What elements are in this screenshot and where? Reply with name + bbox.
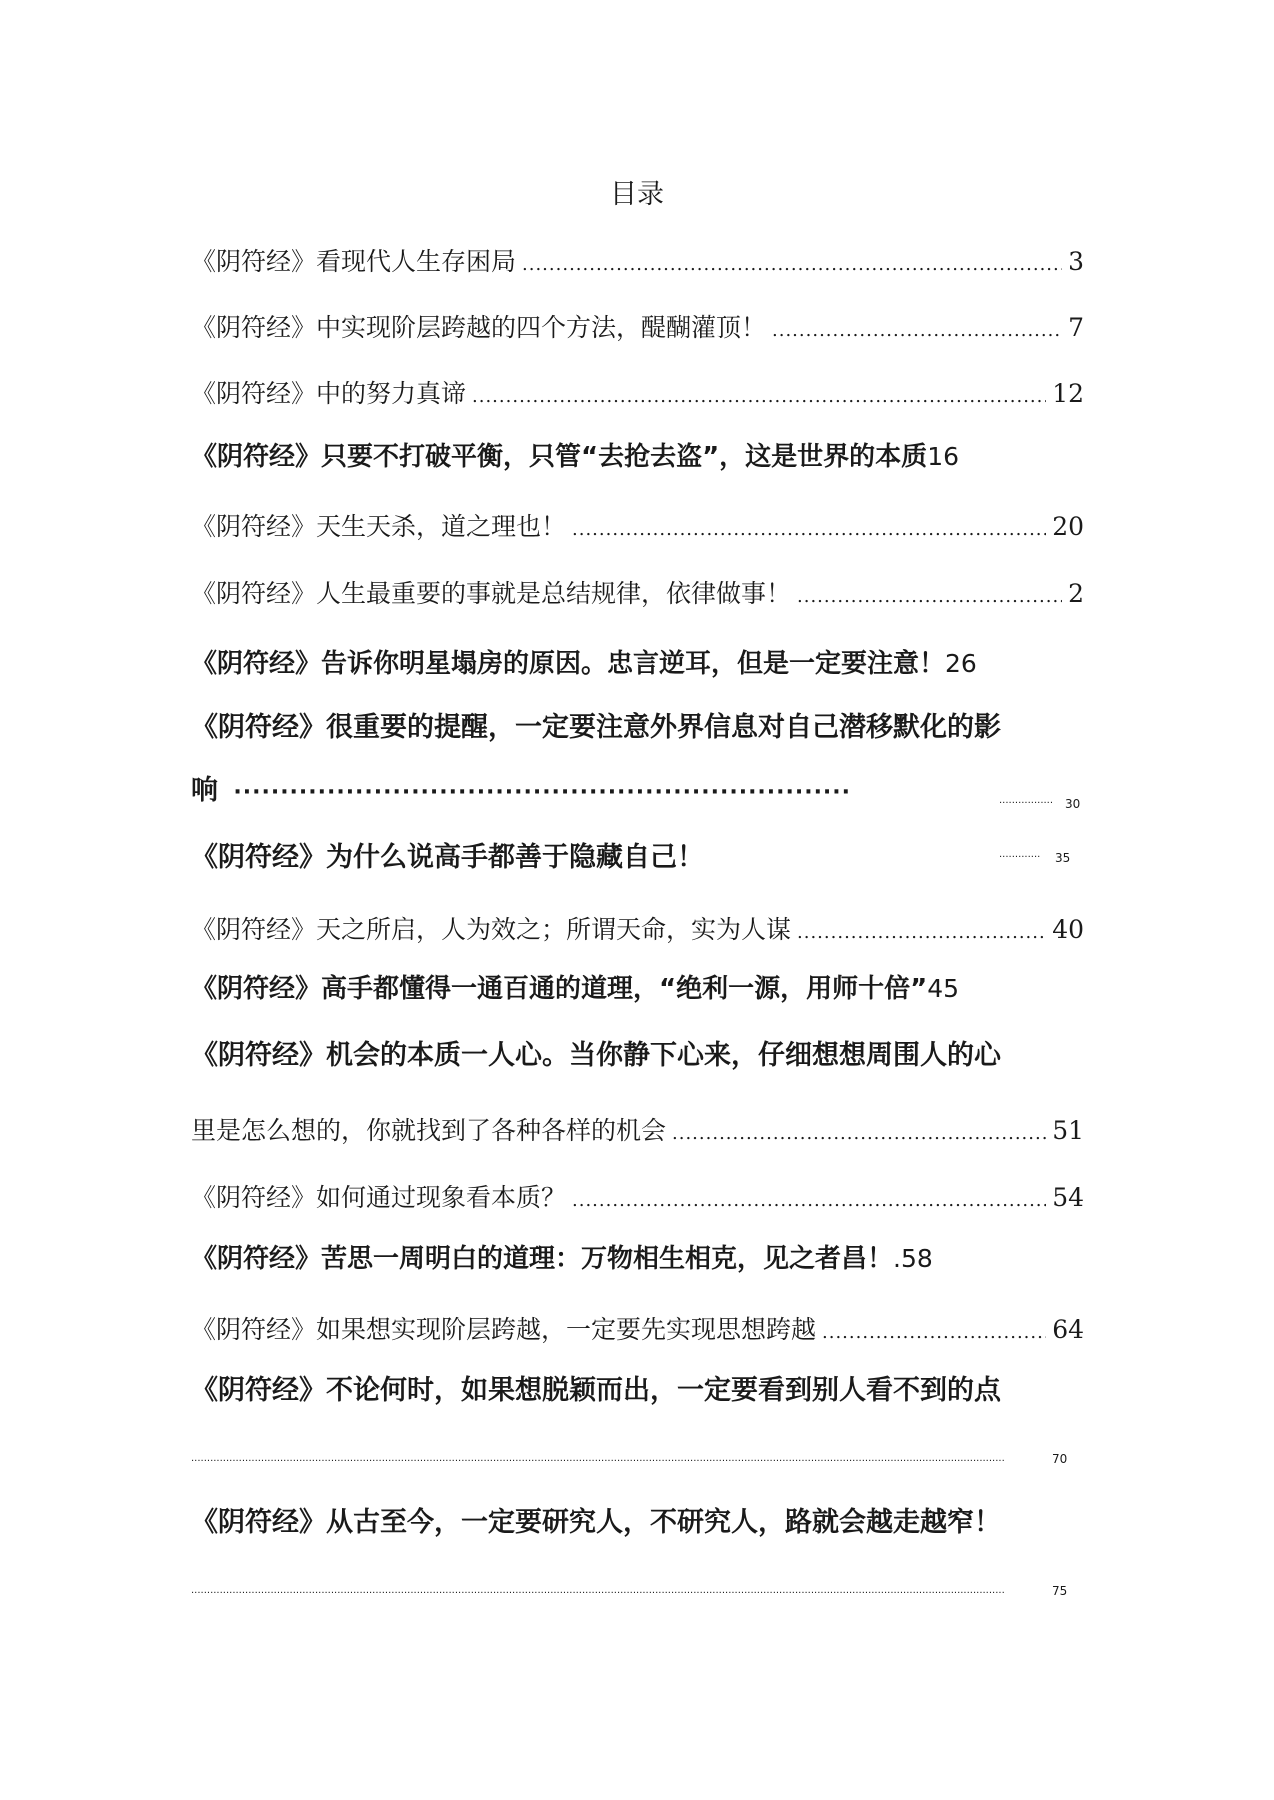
toc-leader	[672, 1116, 1046, 1145]
toc-entry-title: 《阴符经》高手都懂得一通百通的道理，“绝利一源，用师十倍”	[191, 974, 928, 1004]
toc-entry[interactable]	[191, 574, 1084, 610]
toc-page-number: 20	[1052, 512, 1084, 541]
toc-leader: ··································································	[233, 780, 851, 805]
toc-leader-small: ·················	[999, 798, 1054, 809]
toc-page-number: 2	[1068, 579, 1084, 608]
toc-leader: ································································································································································································································································	[191, 1456, 1005, 1467]
toc-entry-title: 《阴符经》告诉你明星塌房的原因。忠言逆耳，但是一定要注意！	[191, 649, 946, 679]
page-title: 目录	[610, 179, 664, 210]
toc-entry-title: 《阴符经》中的努力真谛	[191, 379, 467, 408]
toc-page-number: 64	[1052, 1315, 1084, 1344]
toc-entry[interactable]	[191, 507, 1084, 543]
toc-page-number: 12	[1052, 379, 1084, 408]
toc-leader	[772, 313, 1062, 342]
toc-leader	[572, 1183, 1046, 1212]
toc-entry-title: 《阴符经》中实现阶层跨越的四个方法，醍醐灌顶！	[191, 313, 767, 342]
toc-page-number: 75	[1052, 1584, 1068, 1598]
toc-entry-title: 《阴符经》人生最重要的事就是总结规律，依律做事！	[191, 579, 792, 608]
toc-page-number: 40	[1052, 915, 1084, 944]
toc-entry[interactable]	[191, 1111, 1084, 1147]
toc-entry-title[interactable]: 《阴符经》从古至今，一定要研究人，不研究人，路就会越走越窄！	[191, 1507, 1001, 1538]
toc-page-number: 35	[1055, 851, 1071, 865]
toc-entry-title-line1[interactable]: 《阴符经》很重要的提醒，一定要注意外界信息对自己潜移默化的影	[191, 712, 1001, 743]
toc-entry[interactable]	[191, 374, 1084, 410]
toc-page-number: 16	[927, 442, 959, 471]
toc-entry[interactable]	[191, 1238, 1076, 1275]
toc-leader-small: ·············	[999, 852, 1041, 863]
toc-entry-title: 《阴符经》只要不打破平衡，只管“去抢去盗”，这是世界的本质	[191, 442, 928, 472]
toc-entry-title-line2: 里是怎么想的，你就找到了各种各样的机会	[191, 1116, 667, 1145]
toc-entry-title[interactable]: 《阴符经》不论何时，如果想脱颖而出，一定要看到别人看不到的点	[191, 1375, 1001, 1406]
toc-entry[interactable]	[191, 1178, 1084, 1214]
toc-leader	[822, 1315, 1046, 1344]
toc-entry-title: 《阴符经》天生天杀，道之理也！	[191, 512, 567, 541]
toc-leader	[572, 512, 1046, 541]
toc-entry-title: 《阴符经》苦思一周明白的道理：万物相生相克，见之者昌！	[191, 1244, 894, 1274]
toc-entry-title-line1[interactable]: 《阴符经》机会的本质一人心。当你静下心来，仔细想想周围人的心	[191, 1040, 1001, 1071]
toc-entry[interactable]	[191, 242, 1084, 278]
toc-leader: ································································································································································································································································	[191, 1588, 1005, 1599]
toc-entry-title: 《阴符经》如何通过现象看本质？	[191, 1183, 567, 1212]
toc-leader	[797, 579, 1062, 608]
toc-entry[interactable]	[191, 436, 1096, 473]
toc-leader: .	[893, 1244, 901, 1273]
toc-leader	[797, 915, 1046, 944]
toc-entry[interactable]	[191, 643, 1096, 680]
toc-entry-title: 《阴符经》如果想实现阶层跨越，一定要先实现思想跨越	[191, 1315, 817, 1344]
toc-page-number: 58	[900, 1244, 933, 1273]
toc-page-number: 30	[1065, 797, 1081, 811]
toc-leader	[472, 379, 1046, 408]
toc-entry[interactable]	[191, 910, 1084, 946]
toc-leader	[522, 247, 1062, 276]
toc-entry-title: 《阴符经》看现代人生存困局	[191, 247, 517, 276]
toc-entry-title[interactable]: 《阴符经》为什么说高手都善于隐藏自己！	[191, 842, 704, 873]
toc-entry[interactable]	[191, 1310, 1084, 1346]
toc-entry-title-line2-text: 响	[191, 775, 218, 806]
toc-entry-title: 《阴符经》天之所启，人为效之；所谓天命，实为人谋	[191, 915, 792, 944]
toc-page-number: 70	[1052, 1452, 1068, 1466]
toc-page-number: 3	[1068, 247, 1084, 276]
toc-entry-title-line2[interactable]	[191, 768, 851, 807]
toc-page-number: 45	[927, 974, 959, 1003]
toc-page-number: 26	[945, 649, 977, 678]
toc-page-number: 51	[1052, 1116, 1084, 1145]
toc-page-number: 54	[1052, 1183, 1084, 1212]
toc-entry[interactable]	[191, 968, 1096, 1005]
toc-entry[interactable]	[191, 308, 1084, 344]
toc-page-number: 7	[1068, 313, 1084, 342]
